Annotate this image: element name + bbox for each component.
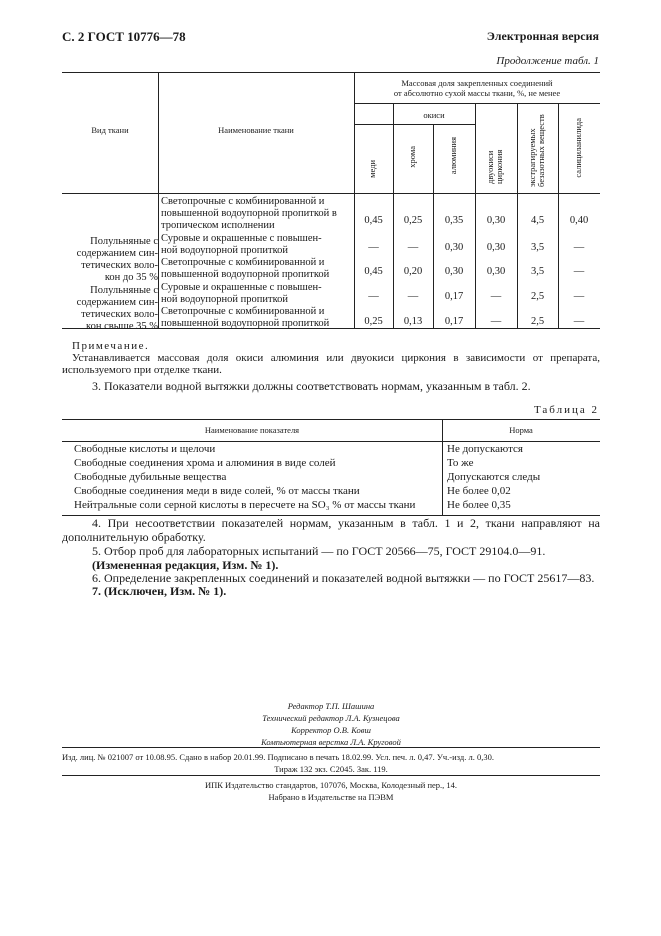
table-cell: — — [573, 291, 585, 302]
table-row-indicator: Нейтральные соли серной кислоты в пересчете на SO₃ % от массы ткани — [74, 499, 416, 511]
table-row-indicator: Свободные дубильные вещества — [74, 471, 227, 483]
table-row-indicator: Свободные соединения меди в виде солей, % от массы ткани — [74, 485, 360, 497]
imprint-line-1: Изд. лиц. № 021007 от 10.08.95. Сдано в набор 20.01.99. Подписано в печать 18.02.99. Усл. печ. л. 0,47. Уч.-изд. л. 0,30. — [62, 752, 494, 762]
table-2 — [62, 419, 600, 515]
subcol-aluminium: алюминия — [448, 137, 458, 175]
group-header-line1: Массовая доля закрепленных соединений — [401, 78, 553, 88]
table-cell: 3,5 — [530, 266, 545, 277]
subcol-zirconium: двуокиси циркония — [485, 149, 504, 184]
kind-2: Полульняные с содержанием син- тетических воло- кон свыше 35 % — [76, 285, 158, 332]
table-cell: — — [490, 291, 502, 302]
table-1 — [62, 72, 600, 332]
imprint-typeset: Набрано в Издательстве на ПЭВМ — [268, 792, 394, 802]
table-cell: 0,30 — [486, 266, 506, 277]
table-cell: 3,5 — [530, 242, 545, 253]
table-continuation-label: Продолжение табл. 1 — [496, 55, 599, 67]
table-row-indicator: Свободные кислоты и щелочи — [74, 443, 216, 455]
table-cell: 4,5 — [530, 215, 545, 226]
subcol-chrome: хрома — [407, 146, 417, 168]
note-title: Примечание. — [72, 340, 150, 352]
table-cell: 0,30 — [486, 215, 506, 226]
table-row-norm: Не допускаются — [447, 443, 523, 455]
page-header-right: Электронная версия — [486, 29, 599, 43]
table-row-indicator: Свободные соединения хрома и алюминия в виде солей — [74, 457, 336, 469]
page-header-left: С. 2 ГОСТ 10776—78 — [62, 29, 186, 44]
table-cell: 0,25 — [403, 215, 423, 226]
table-cell: 2,5 — [530, 291, 545, 302]
table-row-norm: То же — [447, 457, 474, 469]
table-cell: 0,30 — [444, 242, 464, 253]
group-header-line2: от абсолютно сухой массы ткани, %, не менее — [393, 88, 561, 98]
table-row-norm: Не более 0,35 — [447, 499, 511, 511]
table-cell: 0,45 — [364, 215, 383, 226]
col-header-name: Наименование ткани — [218, 125, 294, 135]
imprint-publisher: ИПК Издательство стандартов, 107076, Москва, Колодезный пер., 14. — [204, 780, 458, 790]
paragraph-5-edit: (Измененная редакция, Изм. № 1). — [92, 558, 279, 572]
table-cell: 0,17 — [444, 291, 464, 302]
table-row-name: Светопрочные с комбинированной и повышенной водоупорной пропиткой в тропическом исполнении — [161, 196, 337, 231]
paragraph-5: 5. Отбор проб для лабораторных испытаний — по ГОСТ 20566—75, ГОСТ 29104.0—91. — [92, 544, 546, 558]
table-row-norm: Не более 0,02 — [447, 485, 511, 497]
col-header-indicator: Наименование показателя — [204, 425, 300, 435]
paragraph-6: 6. Определение закрепленных соединений и показателей водной вытяжки — по ГОСТ 25617—83. — [92, 571, 595, 585]
paragraph-3: 3. Показатели водной вытяжки должны соответствовать нормам, указанным в табл. 2. — [92, 379, 531, 393]
table-cell: 0,45 — [364, 266, 383, 277]
table-row-name: Суровые и окрашенные с повышен- ной водоупорной пропиткой — [161, 233, 322, 256]
oxides-header: окиси — [423, 110, 445, 120]
paragraph-4: 4. При несоответствии показателей нормам, указанным в табл. 1 и 2, ткани направляют на дополнительную обработку. — [62, 516, 600, 544]
table-cell: — — [407, 242, 419, 253]
subcol-copper: меди — [367, 160, 377, 178]
table-row-norm: Допускаются следы — [447, 471, 541, 483]
paragraph-7: 7. (Исключен, Изм. № 1). — [92, 584, 227, 598]
table-cell: 0,35 — [444, 215, 464, 226]
table-cell: 0,40 — [569, 215, 589, 226]
table-cell: — — [368, 291, 379, 302]
table-row-name: Светопрочные с комбинированной и повышенной водоупорной пропиткой — [161, 257, 330, 280]
table-row-name: Суровые и окрашенные с повышен- ной водоупорной пропиткой — [161, 282, 322, 305]
table-cell: — — [407, 291, 419, 302]
table-2-label: Таблица 2 — [533, 404, 599, 416]
table-cell: 0,25 — [364, 316, 383, 327]
table-row-name: Светопрочные с комбинированной и повышенной водоупорной пропиткой — [161, 306, 330, 329]
table-cell: — — [368, 242, 379, 253]
col-header-norm: Норма — [509, 425, 533, 435]
table-cell: — — [573, 316, 585, 327]
table-cell: 0,13 — [403, 316, 423, 327]
table-cell: — — [573, 266, 585, 277]
subcol-salicylanilide: салициланилида — [573, 118, 583, 178]
col-header-kind: Вид ткани — [91, 125, 129, 135]
table-cell: 0,20 — [403, 266, 423, 277]
subcol-extractable: экстрагируемых безазотных веществ — [527, 114, 546, 187]
table-cell: 2,5 — [530, 316, 545, 327]
note-body: Устанавливается массовая доля окиси алюминия или двуокиси циркония в зависимости от препарата, используемого при отделке ткани. — [62, 352, 600, 376]
table-cell: 0,30 — [486, 242, 506, 253]
table-cell: 0,17 — [444, 316, 464, 327]
kind-1: Полульняные с содержанием син- тетических воло- кон до 35 % — [76, 236, 158, 283]
table-cell: — — [490, 316, 502, 327]
table-cell: 0,30 — [444, 266, 464, 277]
table-cell: — — [573, 242, 585, 253]
imprint-line-2: Тираж 132 экз. С2045. Зак. 119. — [274, 764, 388, 774]
imprint-editors: Редактор Т.П. Шашина Технический редактор Л.А. Кузнецова Корректор О.В. Ковш Компьютерная верстка Л.А. Круговой — [261, 701, 401, 747]
